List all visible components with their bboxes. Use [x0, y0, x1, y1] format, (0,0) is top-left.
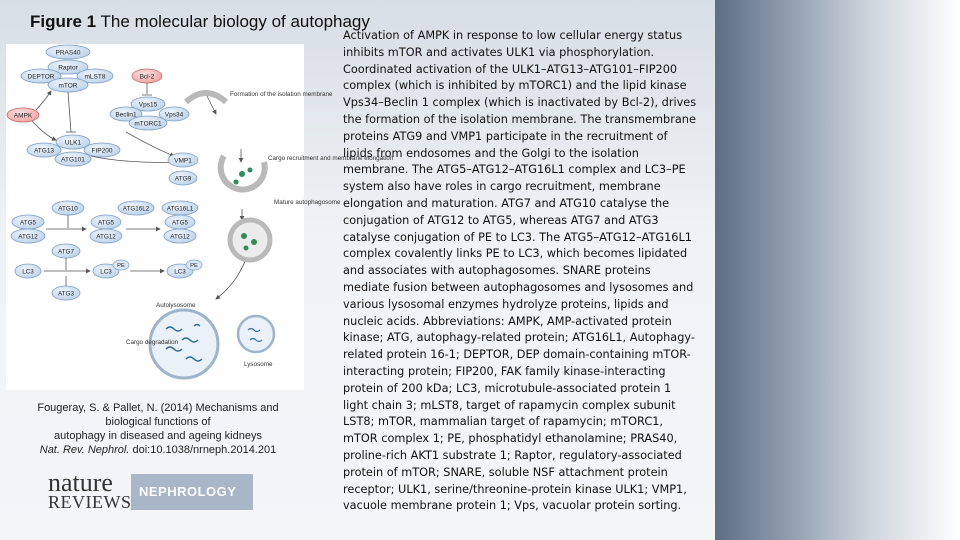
logo-reviews-word: REVIEWS — [48, 492, 132, 512]
degradation-label: Cargo degradation — [126, 339, 179, 346]
atg13-label: ATG13 — [33, 147, 55, 155]
autolysosome-label: Autolysosome — [156, 302, 196, 309]
lc3-b-label: LC3 — [100, 268, 112, 276]
citation-doi: doi:10.1038/nrneph.2014.201 — [129, 444, 277, 456]
lysosome-label: Lysosome — [244, 361, 273, 368]
atg7-label: ATG7 — [58, 248, 74, 256]
right-gradient-band — [715, 0, 960, 540]
atg12-a-label: ATG12 — [18, 233, 38, 241]
pe-a-label: PE — [117, 263, 125, 269]
ampk-protein — [7, 108, 39, 122]
nature-reviews-logo — [48, 468, 258, 512]
logo-nature-word: nature — [48, 468, 113, 497]
logo-section-box — [131, 474, 253, 510]
lc3-c-label: LC3 — [174, 268, 186, 276]
fip200-label: FIP200 — [91, 147, 113, 155]
atg12-c-label: ATG12 — [170, 233, 190, 241]
citation-line-3: autophagy in diseased and ageing kidneys — [54, 430, 262, 442]
mtorc1-complex — [21, 45, 113, 92]
figure-label: Figure 1 — [30, 12, 97, 31]
figure-title-text: The molecular biology of autophagy — [100, 12, 370, 31]
vps15-label: Vps15 — [138, 101, 158, 109]
atg12-b-label: ATG12 — [96, 233, 116, 241]
atg3-label: ATG3 — [58, 290, 74, 298]
lysosome — [238, 316, 274, 368]
deptor-label: DEPTOR — [27, 73, 55, 81]
atg101-label: ATG101 — [61, 156, 85, 164]
autophagy-diagram-svg — [6, 44, 394, 390]
raptor-label: Raptor — [58, 64, 78, 72]
vmp1-label: VMP1 — [174, 157, 192, 165]
figure-title — [30, 12, 370, 32]
vps34-complex — [110, 97, 189, 130]
ampk-label: AMPK — [13, 112, 33, 120]
beclin1-label: Beclin1 — [115, 111, 137, 119]
atg5-b-label: ATG5 — [98, 219, 114, 227]
atg5-a-label: ATG5 — [20, 219, 36, 227]
citation-line-4 — [8, 443, 308, 457]
figure-caption: Activation of AMPK in response to low cellular energy status inhibits mTOR and activates ULK1 via phosphorylation. Coordinated activation of the ULK1–ATG13–ATG101–FIP200 complex (which is inhibited by mTORC1) and the lipid kinase Vps34–Beclin 1 complex (which is inactivated by Bcl-2), drives the formation of the isolation membrane. The transmembrane proteins ATG9 and VMP1 participate in the recruitment of lipids from endosomes and the Golgi to the isolation membrane. The ATG5–ATG12–ATG16L1 complex and LC3–PE system also have roles in cargo recruitment, membrane elongation and maturation. ATG7 and ATG10 catalyse the conjugation of ATG12 to ATG5, whereas ATG7 and ATG3 catalyse conjugation of PE to LC3. The ATG5–ATG12–ATG16L1 complex covalently links PE to LC3, which becomes lipidated and associates with autophagosomes. SNARE proteins mediate fusion between autophagosomes and lysosomes and various lysosomal enzymes hydrolyze proteins, lipids and nucleic acids. Abbreviations: AMPK, AMP-activated protein kinase; ATG, autophagy-related protein; ATG16L1, Autophagy-related protein 16-1; DEPTOR, DEP domain-containing mTOR-interacting protein; FIP200, FAK family kinase-interacting protein of 200 kDa; LC3, microtubule-associated protein 1 light chain 3; mLST8, target of rapamycin complex subunit LST8; mTOR, mammalian target of rapamycin; mTORC1, mTOR complex 1; PE, phosphatidyl ethanolamine; PRAS40, proline-rich AKT1 substrate 1; Raptor, regulatory-associated protein of mTOR; SNARE, soluble NSF attachment protein receptor; ULK1, serine/threonine-protein kinase ULK1; VMP1, vacuole membrane protein 1; Vps, vacuolar protein sorting. — [343, 29, 697, 513]
citation-line-2: biological functions of — [105, 416, 211, 428]
lc3-a-label: LC3 — [22, 268, 34, 276]
autophagy-diagram — [6, 44, 394, 390]
atg5-c-label: ATG5 — [172, 219, 188, 227]
formation-label: Formation of the isolation membrane — [230, 91, 333, 98]
pe-b-label: PE — [190, 263, 198, 269]
atg9-label: ATG9 — [174, 175, 192, 183]
mtorc1-label: mTORC1 — [134, 120, 162, 128]
logo-section-text: NEPHROLOGY — [139, 484, 237, 499]
cargo-label: Cargo recruitment and membrane elongation — [268, 155, 394, 162]
autolysosome — [126, 302, 218, 378]
citation — [8, 401, 308, 457]
citation-line-1: Fougeray, S. & Pallet, N. (2014) Mechanisms and — [37, 402, 279, 414]
ulk1-complex — [27, 135, 120, 166]
mature-label: Mature autophagosome — [274, 199, 341, 206]
citation-journal: Nat. Rev. Nephrol. — [39, 444, 130, 456]
mlst8-label: mLST8 — [84, 73, 106, 81]
ulk1-label: ULK1 — [64, 139, 82, 147]
mtor-label: mTOR — [58, 82, 78, 90]
atg10-label: ATG10 — [58, 205, 78, 213]
bcl2-label: Bcl-2 — [139, 73, 155, 81]
atg16l2-label: ATG16L2 — [122, 205, 150, 213]
vmp1-atg9 — [168, 153, 198, 185]
pras40-label: PRAS40 — [55, 49, 81, 57]
conjugation-system — [11, 201, 202, 300]
vps34-label: Vps34 — [164, 111, 184, 119]
bcl2-protein — [132, 69, 162, 83]
atg16l1-label: ATG16L1 — [166, 205, 194, 213]
